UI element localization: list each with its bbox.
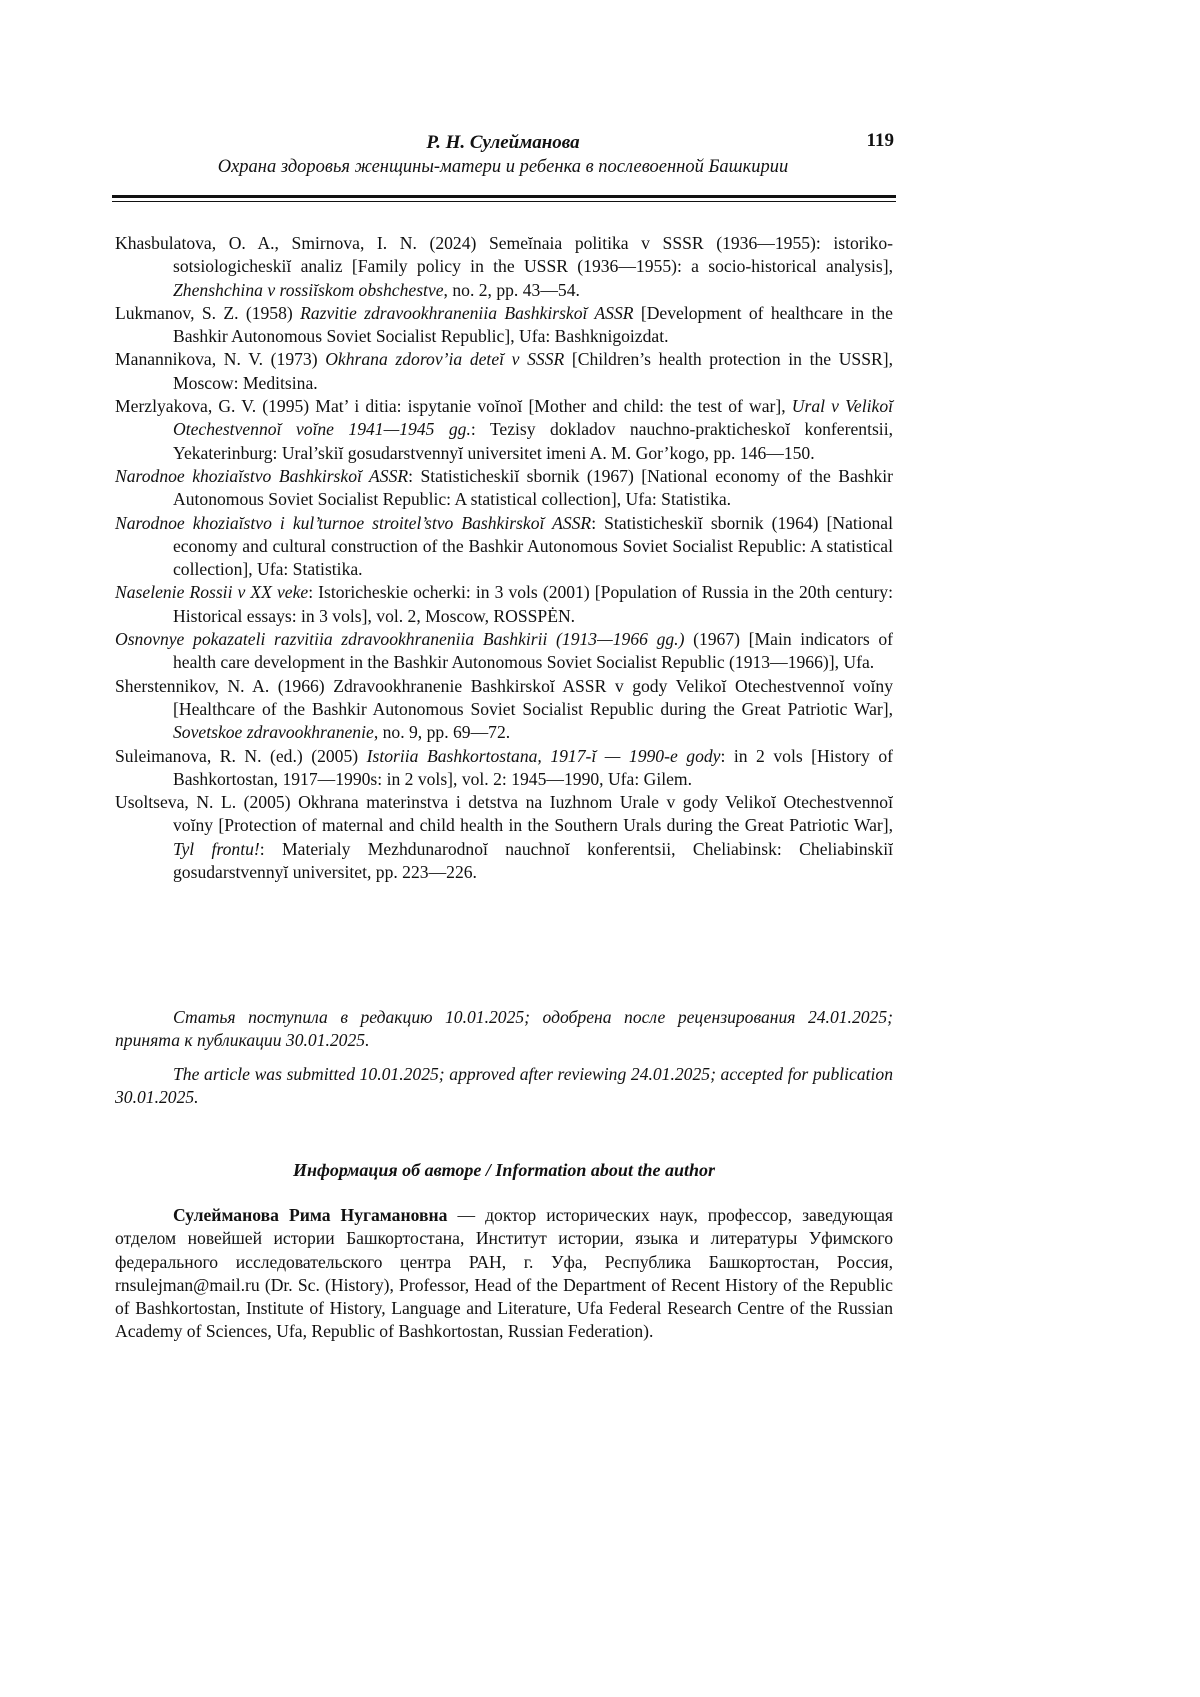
reference-text-segment: Khasbulatova, O. A., Smirnova, I. N. (2024) Semeĭnaia politika v SSSR (1936—1955): istoriko-sotsiologicheskiĭ analiz [Family policy in the USSR (1936—1955): a socio-historical analysis], <box>115 233 893 277</box>
reference-italic-segment: Ural v Velikoĭ Otechestvennoĭ voĭne 1941—1945 gg. <box>173 396 894 440</box>
reference-entry <box>115 465 893 512</box>
reference-entry <box>115 791 893 884</box>
reference-entry <box>115 232 893 302</box>
reference-italic-segment: Okhrana zdorov’ia deteĭ v SSSR <box>325 349 565 370</box>
reference-text-segment: , no. 9, pp. 69—72. <box>373 722 511 743</box>
reference-text-segment: , no. 2, pp. 43—54. <box>443 279 580 300</box>
header-article-title: Охрана здоровья женщины-матери и ребенка в послевоенной Башкирии <box>217 157 789 177</box>
reference-text-segment: : Statisticheskiĭ sbornik (1967) [National economy of the Bashkir Autonomous Soviet Socialist Republic: A statistical collection], Ufa: Statistika. <box>173 465 893 510</box>
reference-entry <box>115 745 893 792</box>
reference-text-segment: Merzlyakova, G. V. (1995) Mat’ i ditia: ispytanie voĭnoĭ [Mother and child: the test of war], <box>115 396 792 417</box>
reference-text-segment: Sherstennikov, N. A. (1966) Zdravookhranenie Bashkirskoĭ ASSR v gody Velikoĭ Otechestvennoĭ voĭny [Healthcare of the Bashkir Autonomous Soviet Socialist Republic during the Great Patriotic War], <box>115 675 893 719</box>
reference-text-segment: [Development of healthcare in the Bashkir Autonomous Soviet Socialist Republic], Ufa: Bashknigoizdat. <box>173 302 893 347</box>
author-info-heading: Информация об авторе / Information about the author <box>293 1160 715 1180</box>
reference-text-segment: : Tezisy dokladov nauchno-prakticheskoĭ konferentsii, Yekaterinburg: Ural’skiĭ gosudarstvennyĭ universitet imeni A. M. Gor’kogo, pp. 146—150. <box>173 419 893 463</box>
reference-text-segment: : Istoricheskie ocherki: in 3 vols (2001) [Population of Russia in the 20th century: Historical essays: in 3 vols], vol. 2, Moscow, ROSSPĖN. <box>173 582 893 626</box>
submission-dates-ru: Статья поступила в редакцию 10.01.2025; одобрена после рецензирования 24.01.2025; принята к публикации 30.01.2025. <box>115 1007 893 1051</box>
reference-entry <box>115 395 893 465</box>
header-author: Р. Н. Сулейманова <box>426 132 580 153</box>
header-rule-thin <box>112 201 896 202</box>
reference-text-segment: (1967) [Main indicators of health care development in the Bashkir Autonomous Soviet Socialist Republic (1913—1966)], Ufa. <box>173 629 893 673</box>
reference-list <box>115 232 893 884</box>
reference-entry <box>115 675 893 745</box>
reference-text-segment: : in 2 vols [History of Bashkortostan, 1917—1990s: in 2 vols], vol. 2: 1945—1990, Ufa: Gilem. <box>173 745 893 789</box>
reference-italic-segment: Razvitie zdravookhraneniia Bashkirskoĭ ASSR <box>300 302 634 323</box>
reference-text-segment: Usoltseva, N. L. (2005) Okhrana materinstva i detstva na Iuzhnom Urale v gody Velikoĭ Otechestvennoĭ voĭny [Protection of maternal and child health in the Southern Urals during the Great Patriotic War], <box>115 792 893 836</box>
reference-text-segment: : Materialy Mezhdunarodnoĭ nauchnoĭ konferentsii, Cheliabinsk: Cheliabinskiĭ gosudarstvennyĭ universitet, pp. 223—226. <box>173 838 893 883</box>
reference-italic-segment: Tyl frontu! <box>173 838 260 859</box>
reference-entry <box>115 348 893 395</box>
reference-text-segment: Lukmanov, S. Z. (1958) <box>115 302 301 323</box>
reference-italic-segment: Sovetskoe zdravookhranenie <box>173 722 374 743</box>
reference-entry <box>115 581 893 628</box>
reference-text-segment: Manannikova, N. V. (1973) <box>115 349 326 370</box>
page-number: 119 <box>866 130 894 151</box>
running-header <box>112 130 894 180</box>
reference-italic-segment: Istoriia Bashkortostana, 1917-ĭ — 1990-e gody <box>366 745 721 766</box>
reference-entry <box>115 512 893 582</box>
reference-entry <box>115 302 893 349</box>
submission-dates-en: The article was submitted 10.01.2025; approved after reviewing 24.01.2025; accepted for publication 30.01.2025. <box>115 1063 893 1107</box>
reference-italic-segment: Osnovnye pokazateli razvitiia zdravookhraneniia Bashkirii (1913—1966 gg.) <box>115 629 685 650</box>
author-name: Сулейманова Рима Нугамановна <box>173 1205 448 1225</box>
header-rule-thick <box>112 195 896 198</box>
reference-entry <box>115 628 893 675</box>
reference-italic-segment: Zhenshchina v rossiĭskom obshchestve <box>173 279 444 300</box>
reference-italic-segment: Naselenie Rossii v XX veke <box>115 582 309 603</box>
reference-text-segment: [Children’s health protection in the USSR], Moscow: Meditsina. <box>173 349 893 393</box>
author-info-text: — доктор исторических наук, профессор, заведующая отделом новейшей истории Башкортостана, Институт истории, языка и литературы Уфимского федерального исследовательского центра РАН, г. Уфа, Республика Башкортостан, Россия, rnsulejman@mail.ru (Dr. Sc. (History), Professor, Head of the Department of Recent History of the Republic of Bashkortostan, Institute of History, Language and Literature, Ufa Federal Research Centre of the Russian Academy of Sciences, Ufa, Republic of Bashkortostan, Russian Federation). <box>115 1205 893 1342</box>
reference-text-segment: : Statisticheskiĭ sbornik (1964) [National economy and cultural construction of the Bashkir Autonomous Soviet Socialist Republic: A statistical collection], Ufa: Statistika. <box>173 512 893 580</box>
reference-italic-segment: Narodnoe khoziaĭstvo i kul’turnoe stroitel’stvo Bashkirskoĭ ASSR <box>115 512 592 533</box>
reference-text-segment: Suleimanova, R. N. (ed.) (2005) <box>115 745 367 766</box>
submission-dates <box>115 1006 893 1119</box>
reference-italic-segment: Narodnoe khoziaĭstvo Bashkirskoĭ ASSR <box>115 465 409 486</box>
author-info-body <box>115 1204 893 1344</box>
